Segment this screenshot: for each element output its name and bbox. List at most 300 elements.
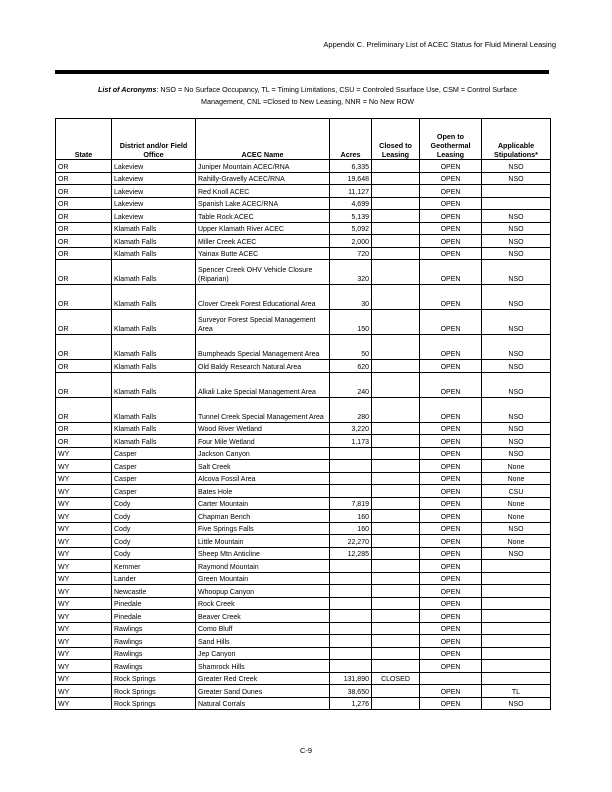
- cell-closed: [372, 172, 420, 185]
- cell-closed: [372, 522, 420, 535]
- cell-stipulation: [482, 185, 551, 198]
- table-row: [56, 610, 551, 623]
- cell-stipulation: NSO: [482, 260, 551, 285]
- cell-closed: [372, 597, 420, 610]
- cell-stipulation: NSO: [482, 360, 551, 373]
- cell-state: OR: [56, 222, 112, 235]
- acronyms-line2: Management, CNL =Closed to New Leasing, NNR = No New ROW: [200, 97, 415, 106]
- cell-acec-name: Rahilly-Gravelly ACEC/RNA: [196, 172, 330, 185]
- table-row: [56, 535, 551, 548]
- cell-state: OR: [56, 422, 112, 435]
- cell-stipulation: None: [482, 497, 551, 510]
- cell-acec-name: Table Rock ACEC: [196, 210, 330, 223]
- cell-office: Rock Springs: [112, 672, 196, 685]
- cell-state: OR: [56, 435, 112, 448]
- cell-state: WY: [56, 510, 112, 523]
- col-header-open: Open to Geothermal Leasing: [420, 119, 482, 160]
- cell-state: WY: [56, 635, 112, 648]
- cell-stipulation: NSO: [482, 435, 551, 448]
- cell-acec-name: Old Baldy Research Natural Area: [196, 360, 330, 373]
- cell-state: WY: [56, 485, 112, 498]
- cell-open: OPEN: [420, 260, 482, 285]
- cell-state: WY: [56, 647, 112, 660]
- cell-stipulation: NSO: [482, 447, 551, 460]
- cell-closed: [372, 660, 420, 673]
- cell-closed: [372, 585, 420, 598]
- cell-acres: [330, 560, 372, 573]
- cell-office: Klamath Falls: [112, 222, 196, 235]
- cell-acres: 30: [330, 285, 372, 310]
- cell-closed: [372, 685, 420, 698]
- cell-state: OR: [56, 260, 112, 285]
- table-row: [56, 435, 551, 448]
- cell-office: Klamath Falls: [112, 235, 196, 248]
- cell-closed: [372, 447, 420, 460]
- cell-open: OPEN: [420, 435, 482, 448]
- cell-closed: [372, 472, 420, 485]
- table-row: [56, 672, 551, 685]
- table-row: [56, 360, 551, 373]
- cell-open: OPEN: [420, 247, 482, 260]
- cell-stipulation: NSO: [482, 210, 551, 223]
- cell-office: Pinedale: [112, 610, 196, 623]
- cell-stipulation: NSO: [482, 222, 551, 235]
- cell-state: WY: [56, 622, 112, 635]
- cell-state: OR: [56, 247, 112, 260]
- cell-open: OPEN: [420, 397, 482, 422]
- cell-office: Lakeview: [112, 185, 196, 198]
- cell-open: OPEN: [420, 185, 482, 198]
- cell-acec-name: Sand Hills: [196, 635, 330, 648]
- cell-stipulation: [482, 610, 551, 623]
- cell-open: OPEN: [420, 172, 482, 185]
- cell-open: OPEN: [420, 647, 482, 660]
- cell-stipulation: [482, 572, 551, 585]
- cell-acec-name: Spanish Lake ACEC/RNA: [196, 197, 330, 210]
- cell-office: Rawlings: [112, 635, 196, 648]
- cell-acec-name: Four Mile Wetland: [196, 435, 330, 448]
- table-row: [56, 172, 551, 185]
- cell-closed: [372, 310, 420, 335]
- cell-closed: [372, 510, 420, 523]
- cell-acec-name: Five Springs Falls: [196, 522, 330, 535]
- cell-open: OPEN: [420, 460, 482, 473]
- cell-open: OPEN: [420, 210, 482, 223]
- cell-acec-name: Alcova Fossil Area: [196, 472, 330, 485]
- col-header-state: State: [56, 119, 112, 160]
- cell-office: Klamath Falls: [112, 435, 196, 448]
- cell-acres: [330, 460, 372, 473]
- cell-stipulation: NSO: [482, 235, 551, 248]
- cell-stipulation: NSO: [482, 547, 551, 560]
- cell-state: WY: [56, 610, 112, 623]
- cell-office: Lander: [112, 572, 196, 585]
- cell-state: OR: [56, 360, 112, 373]
- cell-open: OPEN: [420, 660, 482, 673]
- cell-open: OPEN: [420, 522, 482, 535]
- table-row: [56, 222, 551, 235]
- cell-closed: [372, 610, 420, 623]
- cell-office: Klamath Falls: [112, 397, 196, 422]
- table-row: [56, 685, 551, 698]
- cell-acec-name: Sheep Mtn Anticline: [196, 547, 330, 560]
- cell-open: OPEN: [420, 160, 482, 173]
- cell-acec-name: Wood River Wetland: [196, 422, 330, 435]
- cell-acres: [330, 610, 372, 623]
- cell-stipulation: NSO: [482, 160, 551, 173]
- cell-office: Cody: [112, 510, 196, 523]
- cell-acec-name: Clover Creek Forest Educational Area: [196, 285, 330, 310]
- cell-state: OR: [56, 210, 112, 223]
- table-row: [56, 635, 551, 648]
- cell-office: Kemmer: [112, 560, 196, 573]
- cell-state: OR: [56, 185, 112, 198]
- cell-stipulation: [482, 660, 551, 673]
- cell-stipulation: [482, 647, 551, 660]
- cell-stipulation: None: [482, 510, 551, 523]
- cell-acres: 2,000: [330, 235, 372, 248]
- cell-closed: [372, 435, 420, 448]
- cell-open: OPEN: [420, 360, 482, 373]
- cell-open: OPEN: [420, 685, 482, 698]
- cell-acec-name: Little Mountain: [196, 535, 330, 548]
- table-row: [56, 422, 551, 435]
- cell-closed: [372, 160, 420, 173]
- cell-closed: [372, 185, 420, 198]
- col-header-acec-name: ACEC Name: [196, 119, 330, 160]
- cell-stipulation: None: [482, 472, 551, 485]
- cell-acec-name: Tunnel Creek Special Management Area: [196, 397, 330, 422]
- cell-open: OPEN: [420, 697, 482, 710]
- col-header-acres: Acres: [330, 119, 372, 160]
- table-row: [56, 460, 551, 473]
- acronyms-line1: : NSO = No Surface Occupancy, TL = Timing Limitations, CSU = Controled Ssurface Use, CSM = Control Surface: [156, 85, 518, 94]
- table-row: [56, 547, 551, 560]
- col-header-closed: Closed to Leasing: [372, 119, 420, 160]
- cell-acec-name: Chapman Bench: [196, 510, 330, 523]
- cell-acec-name: Shamrock Hills: [196, 660, 330, 673]
- table-header-row: [56, 119, 551, 160]
- cell-open: OPEN: [420, 372, 482, 397]
- cell-state: WY: [56, 697, 112, 710]
- cell-state: WY: [56, 672, 112, 685]
- cell-open: OPEN: [420, 510, 482, 523]
- cell-acec-name: Surveyor Forest Special Management Area: [196, 310, 330, 335]
- cell-stipulation: NSO: [482, 522, 551, 535]
- cell-acec-name: Green Mountain: [196, 572, 330, 585]
- cell-acres: 11,127: [330, 185, 372, 198]
- cell-stipulation: NSO: [482, 697, 551, 710]
- cell-acres: [330, 647, 372, 660]
- cell-office: Cody: [112, 497, 196, 510]
- cell-state: WY: [56, 535, 112, 548]
- col-header-stipulations: Applicable Stipulations*: [482, 119, 551, 160]
- cell-acres: [330, 622, 372, 635]
- cell-open: OPEN: [420, 622, 482, 635]
- cell-office: Newcastle: [112, 585, 196, 598]
- table-row: [56, 497, 551, 510]
- cell-acres: 620: [330, 360, 372, 373]
- cell-closed: [372, 285, 420, 310]
- cell-state: WY: [56, 460, 112, 473]
- cell-acres: [330, 597, 372, 610]
- cell-state: WY: [56, 522, 112, 535]
- cell-open: OPEN: [420, 497, 482, 510]
- cell-stipulation: [482, 672, 551, 685]
- cell-acec-name: Red Knoll ACEC: [196, 185, 330, 198]
- cell-closed: [372, 697, 420, 710]
- table-row: [56, 622, 551, 635]
- cell-office: Rawlings: [112, 660, 196, 673]
- cell-stipulation: NSO: [482, 335, 551, 360]
- cell-closed: [372, 210, 420, 223]
- cell-stipulation: [482, 597, 551, 610]
- cell-state: WY: [56, 497, 112, 510]
- cell-acec-name: Alkali Lake Special Management Area: [196, 372, 330, 397]
- cell-state: WY: [56, 585, 112, 598]
- table-row: [56, 210, 551, 223]
- cell-acec-name: Natural Corrals: [196, 697, 330, 710]
- cell-closed: [372, 572, 420, 585]
- cell-acres: [330, 585, 372, 598]
- cell-office: Cody: [112, 535, 196, 548]
- cell-state: OR: [56, 197, 112, 210]
- cell-office: Klamath Falls: [112, 247, 196, 260]
- cell-office: Lakeview: [112, 160, 196, 173]
- header-rule: [55, 70, 549, 74]
- cell-state: OR: [56, 285, 112, 310]
- cell-acres: 1,173: [330, 435, 372, 448]
- table-row: [56, 510, 551, 523]
- cell-stipulation: NSO: [482, 310, 551, 335]
- cell-office: Pinedale: [112, 597, 196, 610]
- cell-acres: [330, 447, 372, 460]
- cell-acec-name: Spencer Creek OHV Vehicle Closure (Riparian): [196, 260, 330, 285]
- cell-acres: 4,699: [330, 197, 372, 210]
- cell-office: Klamath Falls: [112, 310, 196, 335]
- cell-office: Lakeview: [112, 172, 196, 185]
- col-header-district: District and/or Field Office: [112, 119, 196, 160]
- cell-closed: [372, 560, 420, 573]
- cell-acres: [330, 472, 372, 485]
- table-row: [56, 597, 551, 610]
- cell-office: Rawlings: [112, 622, 196, 635]
- page-number: C-9: [299, 746, 313, 755]
- cell-acec-name: Salt Creek: [196, 460, 330, 473]
- cell-open: OPEN: [420, 585, 482, 598]
- cell-acec-name: Juniper Mountain ACEC/RNA: [196, 160, 330, 173]
- cell-closed: [372, 197, 420, 210]
- cell-acres: 3,220: [330, 422, 372, 435]
- cell-state: OR: [56, 160, 112, 173]
- cell-open: OPEN: [420, 447, 482, 460]
- cell-acec-name: Bates Hole: [196, 485, 330, 498]
- cell-acres: 131,890: [330, 672, 372, 685]
- cell-state: WY: [56, 572, 112, 585]
- cell-open: OPEN: [420, 597, 482, 610]
- cell-open: OPEN: [420, 310, 482, 335]
- table-row: [56, 522, 551, 535]
- cell-acec-name: Carter Mountain: [196, 497, 330, 510]
- cell-acres: [330, 572, 372, 585]
- table-row: [56, 372, 551, 397]
- cell-closed: [372, 372, 420, 397]
- cell-closed: [372, 497, 420, 510]
- cell-acres: [330, 635, 372, 648]
- table-row: [56, 260, 551, 285]
- table-row: [56, 160, 551, 173]
- table-row: [56, 660, 551, 673]
- table-row: [56, 247, 551, 260]
- cell-closed: [372, 485, 420, 498]
- cell-stipulation: NSO: [482, 172, 551, 185]
- cell-acres: 5,092: [330, 222, 372, 235]
- cell-closed: [372, 247, 420, 260]
- cell-office: Casper: [112, 460, 196, 473]
- table-row: [56, 485, 551, 498]
- cell-acec-name: Miller Creek ACEC: [196, 235, 330, 248]
- table-row: [56, 285, 551, 310]
- cell-acres: 6,335: [330, 160, 372, 173]
- acronyms-label: List of Acronyms: [97, 85, 157, 94]
- table-row: [56, 472, 551, 485]
- cell-state: OR: [56, 372, 112, 397]
- cell-closed: [372, 622, 420, 635]
- table-row: [56, 310, 551, 335]
- cell-acec-name: Jep Canyon: [196, 647, 330, 660]
- cell-acres: 160: [330, 522, 372, 535]
- cell-acec-name: Whoopup Canyon: [196, 585, 330, 598]
- cell-open: OPEN: [420, 535, 482, 548]
- cell-acres: 50: [330, 335, 372, 360]
- table-body: [56, 160, 551, 710]
- cell-stipulation: [482, 585, 551, 598]
- cell-acres: 1,276: [330, 697, 372, 710]
- cell-open: OPEN: [420, 422, 482, 435]
- cell-open: OPEN: [420, 235, 482, 248]
- table-row: [56, 447, 551, 460]
- cell-office: Lakeview: [112, 210, 196, 223]
- table-row: [56, 585, 551, 598]
- cell-closed: [372, 397, 420, 422]
- cell-stipulation: NSO: [482, 372, 551, 397]
- table-row: [56, 697, 551, 710]
- table-row: [56, 235, 551, 248]
- cell-state: OR: [56, 172, 112, 185]
- table-row: [56, 647, 551, 660]
- cell-acec-name: Raymond Mountain: [196, 560, 330, 573]
- cell-closed: [372, 547, 420, 560]
- cell-state: OR: [56, 397, 112, 422]
- cell-open: OPEN: [420, 572, 482, 585]
- cell-acres: 7,819: [330, 497, 372, 510]
- cell-acres: 38,650: [330, 685, 372, 698]
- page-header-title: Appendix C. Preliminary List of ACEC Status for Fluid Mineral Leasing: [323, 40, 556, 49]
- cell-state: WY: [56, 660, 112, 673]
- cell-office: Klamath Falls: [112, 260, 196, 285]
- cell-closed: [372, 235, 420, 248]
- cell-stipulation: CSU: [482, 485, 551, 498]
- table-row: [56, 397, 551, 422]
- cell-closed: [372, 460, 420, 473]
- cell-closed: [372, 222, 420, 235]
- acronyms-note: [70, 84, 545, 108]
- cell-office: Klamath Falls: [112, 360, 196, 373]
- cell-closed: [372, 335, 420, 360]
- cell-closed: [372, 535, 420, 548]
- cell-office: Rawlings: [112, 647, 196, 660]
- cell-office: Klamath Falls: [112, 285, 196, 310]
- cell-open: OPEN: [420, 560, 482, 573]
- cell-open: OPEN: [420, 222, 482, 235]
- cell-open: OPEN: [420, 285, 482, 310]
- cell-state: OR: [56, 310, 112, 335]
- cell-closed: [372, 647, 420, 660]
- cell-stipulation: None: [482, 460, 551, 473]
- cell-office: Klamath Falls: [112, 372, 196, 397]
- cell-acec-name: Greater Sand Dunes: [196, 685, 330, 698]
- cell-acres: 160: [330, 510, 372, 523]
- cell-office: Rock Springs: [112, 685, 196, 698]
- cell-state: OR: [56, 235, 112, 248]
- cell-stipulation: TL: [482, 685, 551, 698]
- cell-open: [420, 672, 482, 685]
- cell-state: WY: [56, 685, 112, 698]
- cell-acres: 12,285: [330, 547, 372, 560]
- cell-state: WY: [56, 472, 112, 485]
- cell-acres: [330, 485, 372, 498]
- cell-acres: 280: [330, 397, 372, 422]
- cell-acec-name: Como Bluff: [196, 622, 330, 635]
- cell-closed: CLOSED: [372, 672, 420, 685]
- cell-acec-name: Upper Klamath River ACEC: [196, 222, 330, 235]
- cell-closed: [372, 260, 420, 285]
- cell-acres: 320: [330, 260, 372, 285]
- acec-status-table: [55, 118, 551, 710]
- cell-office: Casper: [112, 472, 196, 485]
- table-row: [56, 197, 551, 210]
- cell-open: OPEN: [420, 485, 482, 498]
- cell-state: WY: [56, 547, 112, 560]
- table-row: [56, 335, 551, 360]
- cell-stipulation: NSO: [482, 422, 551, 435]
- cell-open: OPEN: [420, 472, 482, 485]
- cell-state: WY: [56, 560, 112, 573]
- cell-acec-name: Greater Red Creek: [196, 672, 330, 685]
- cell-acres: [330, 660, 372, 673]
- cell-office: Klamath Falls: [112, 335, 196, 360]
- cell-open: OPEN: [420, 635, 482, 648]
- cell-acres: 5,139: [330, 210, 372, 223]
- cell-acres: 22,270: [330, 535, 372, 548]
- cell-stipulation: NSO: [482, 285, 551, 310]
- table-row: [56, 185, 551, 198]
- cell-acec-name: Beaver Creek: [196, 610, 330, 623]
- cell-stipulation: [482, 560, 551, 573]
- cell-acec-name: Rock Creek: [196, 597, 330, 610]
- cell-acres: 19,648: [330, 172, 372, 185]
- cell-office: Cody: [112, 547, 196, 560]
- cell-acec-name: Bumpheads Special Management Area: [196, 335, 330, 360]
- cell-office: Lakeview: [112, 197, 196, 210]
- cell-office: Klamath Falls: [112, 422, 196, 435]
- cell-closed: [372, 635, 420, 648]
- cell-stipulation: [482, 622, 551, 635]
- cell-stipulation: NSO: [482, 247, 551, 260]
- cell-open: OPEN: [420, 547, 482, 560]
- cell-office: Casper: [112, 485, 196, 498]
- table-row: [56, 560, 551, 573]
